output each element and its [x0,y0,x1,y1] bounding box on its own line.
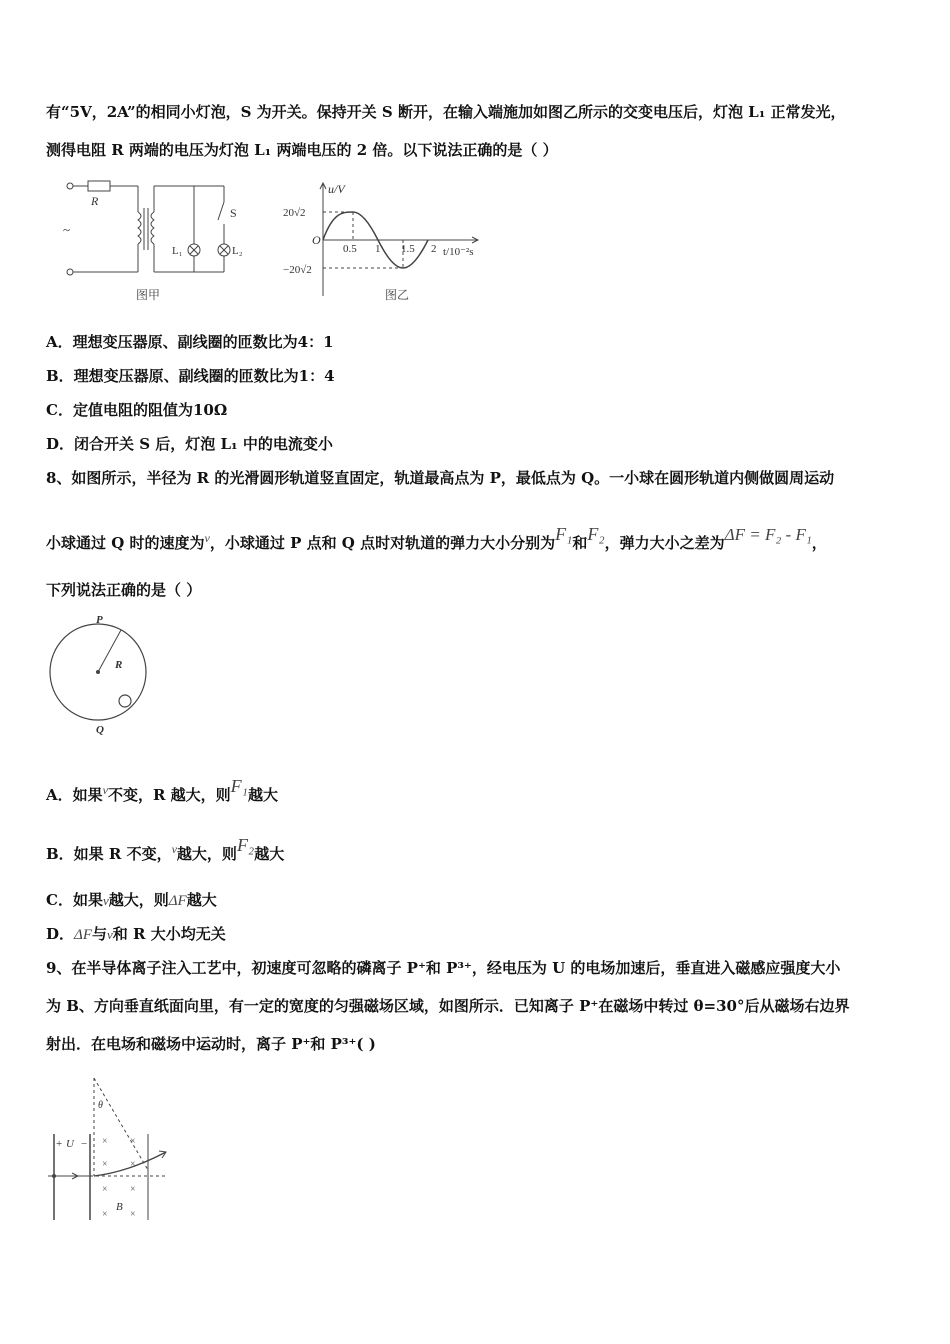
ac-source-label: ~ [63,222,71,237]
lamp-l2-label: L₂ [232,245,243,257]
field-cross-icon: × [130,1209,136,1220]
q8-stem-text-a: 小球通过 Q 时的速度为 [46,534,205,552]
q8-option-d-text: 和 R 大小均无关 [112,925,226,943]
velocity-symbol: v [102,783,108,797]
field-cross-icon: × [102,1136,108,1147]
q8-option-c-text: 越大 [186,891,217,909]
q7-figure-circuit [58,172,273,307]
field-cross-icon: × [102,1209,108,1220]
f2-symbol: F₂ [236,835,255,855]
q8-option-d-text: 与 [91,925,107,943]
q7-figure-voltage-graph [283,178,493,308]
q8-stem-line3: 下列说法正确的是（ ） [46,581,202,599]
velocity-symbol: v [171,842,177,856]
field-cross-icon: × [130,1184,136,1195]
q7-option-c: C．定值电阻的阻值为10Ω [46,401,228,419]
x-axis-label: t/10⁻²s [443,246,474,258]
y-max-label: 20√2 [283,207,306,219]
f1-symbol: F₁ [555,524,573,544]
f1-symbol: F₁ [230,776,248,796]
f2-symbol: F₂ [587,524,605,544]
field-cross-icon: × [130,1159,136,1170]
q8-stem-text-d: ，弹力大小之差为 [604,534,725,552]
delta-f-symbol: ΔF [74,927,92,943]
q8-option-b-text: B．如果 R 不变， [46,845,172,863]
velocity-symbol: v [204,531,210,545]
velocity-symbol: v [107,927,113,942]
q8-option-d [46,924,226,945]
lamp-l1-label: L₁ [172,245,183,257]
delta-f-symbol: ΔF [168,893,187,909]
q8-option-d-text: D． [46,925,75,943]
q8-option-c [46,890,217,911]
q8-option-b-text: 越大，则 [176,845,237,863]
q9-stem-line2: 为 B、方向垂直纸面向里，有一定的宽度的匀强磁场区域，如图所示．已知离子 P⁺在磁场中转过 θ=30°后从磁场右边界 [46,997,850,1015]
y-axis-label: u/V [328,182,345,196]
x-tick-label: 0.5 [343,243,357,255]
resistor-label: R [91,194,99,208]
q8-option-a-text: 不变，R 越大，则 [107,786,231,804]
q8-stem-text-b: ，小球通过 P 点和 Q 点时对轨道的弹力大小分别为 [209,534,556,552]
q9-stem-line3: 射出．在电场和磁场中运动时，离子 P⁺和 P³⁺( ) [46,1035,376,1053]
x-tick-label: 2 [431,243,437,255]
q9-figure-ion-injection [48,1074,178,1226]
figure-yi-caption: 图乙 [385,288,410,302]
field-cross-icon: × [102,1184,108,1195]
radius-label: R [115,659,123,671]
field-cross-icon: × [102,1159,108,1170]
q7-option-b: B．理想变压器原、副线圈的匝数比为1：4 [46,367,335,385]
field-cross-icon: × [130,1136,136,1147]
magnetic-field-label: B [116,1201,123,1213]
q8-option-b [46,835,285,865]
q8-figure-circular-track [48,612,158,737]
q9-stem-line1: 9、在半导体离子注入工艺中，初速度可忽略的磷离子 P⁺和 P³⁺，经电压为 U 的电场加速后，垂直进入磁感应强度大小 [46,959,841,977]
q8-stem-line2 [46,524,827,554]
origin-label: O [312,233,321,247]
x-tick-label: 1 [375,243,381,255]
q8-stem-text-c: 和 [572,534,588,552]
q8-option-a-text: A．如果 [46,786,103,804]
q7-option-a: A．理想变压器原、副线圈的匝数比为4：1 [46,333,334,351]
point-p-label: P [96,614,103,626]
velocity-symbol: v [102,893,109,908]
theta-label: θ [98,1100,103,1111]
q8-option-b-text: 越大 [254,845,285,863]
q8-option-c-text: C．如果 [46,891,103,909]
delta-f-equation: ΔF = F₂ - F₁ [724,525,812,544]
q7-stem-line1: 有“5V，2A”的相同小灯泡，S 为开关。保持开关 S 断开，在输入端施加如图乙所示的交变电压后，灯泡 L₁ 正常发光， [46,103,846,121]
switch-label: S [230,206,237,220]
point-q-label: Q [96,724,104,736]
q8-option-c-text: 越大，则 [108,891,169,909]
plate-negative-label: − [81,1138,88,1150]
plate-positive-label: + [56,1138,63,1150]
q8-option-a-text: 越大 [247,786,278,804]
q8-stem-text-e: ， [811,534,827,552]
voltage-label: U [66,1138,74,1150]
x-tick-label: 1.5 [401,243,415,255]
q8-option-a [46,776,278,806]
q7-stem-line2: 测得电阻 R 两端的电压为灯泡 L₁ 两端电压的 2 倍。以下说法正确的是（ ） [46,141,558,159]
q8-stem-line1: 8、如图所示，半径为 R 的光滑圆形轨道竖直固定，轨道最高点为 P，最低点为 Q。一小球在圆形轨道内侧做圆周运动 [46,469,835,487]
y-min-label: −20√2 [283,264,312,276]
q7-option-d: D．闭合开关 S 后，灯泡 L₁ 中的电流变小 [46,435,333,453]
figure-jia-caption: 图甲 [136,288,161,302]
